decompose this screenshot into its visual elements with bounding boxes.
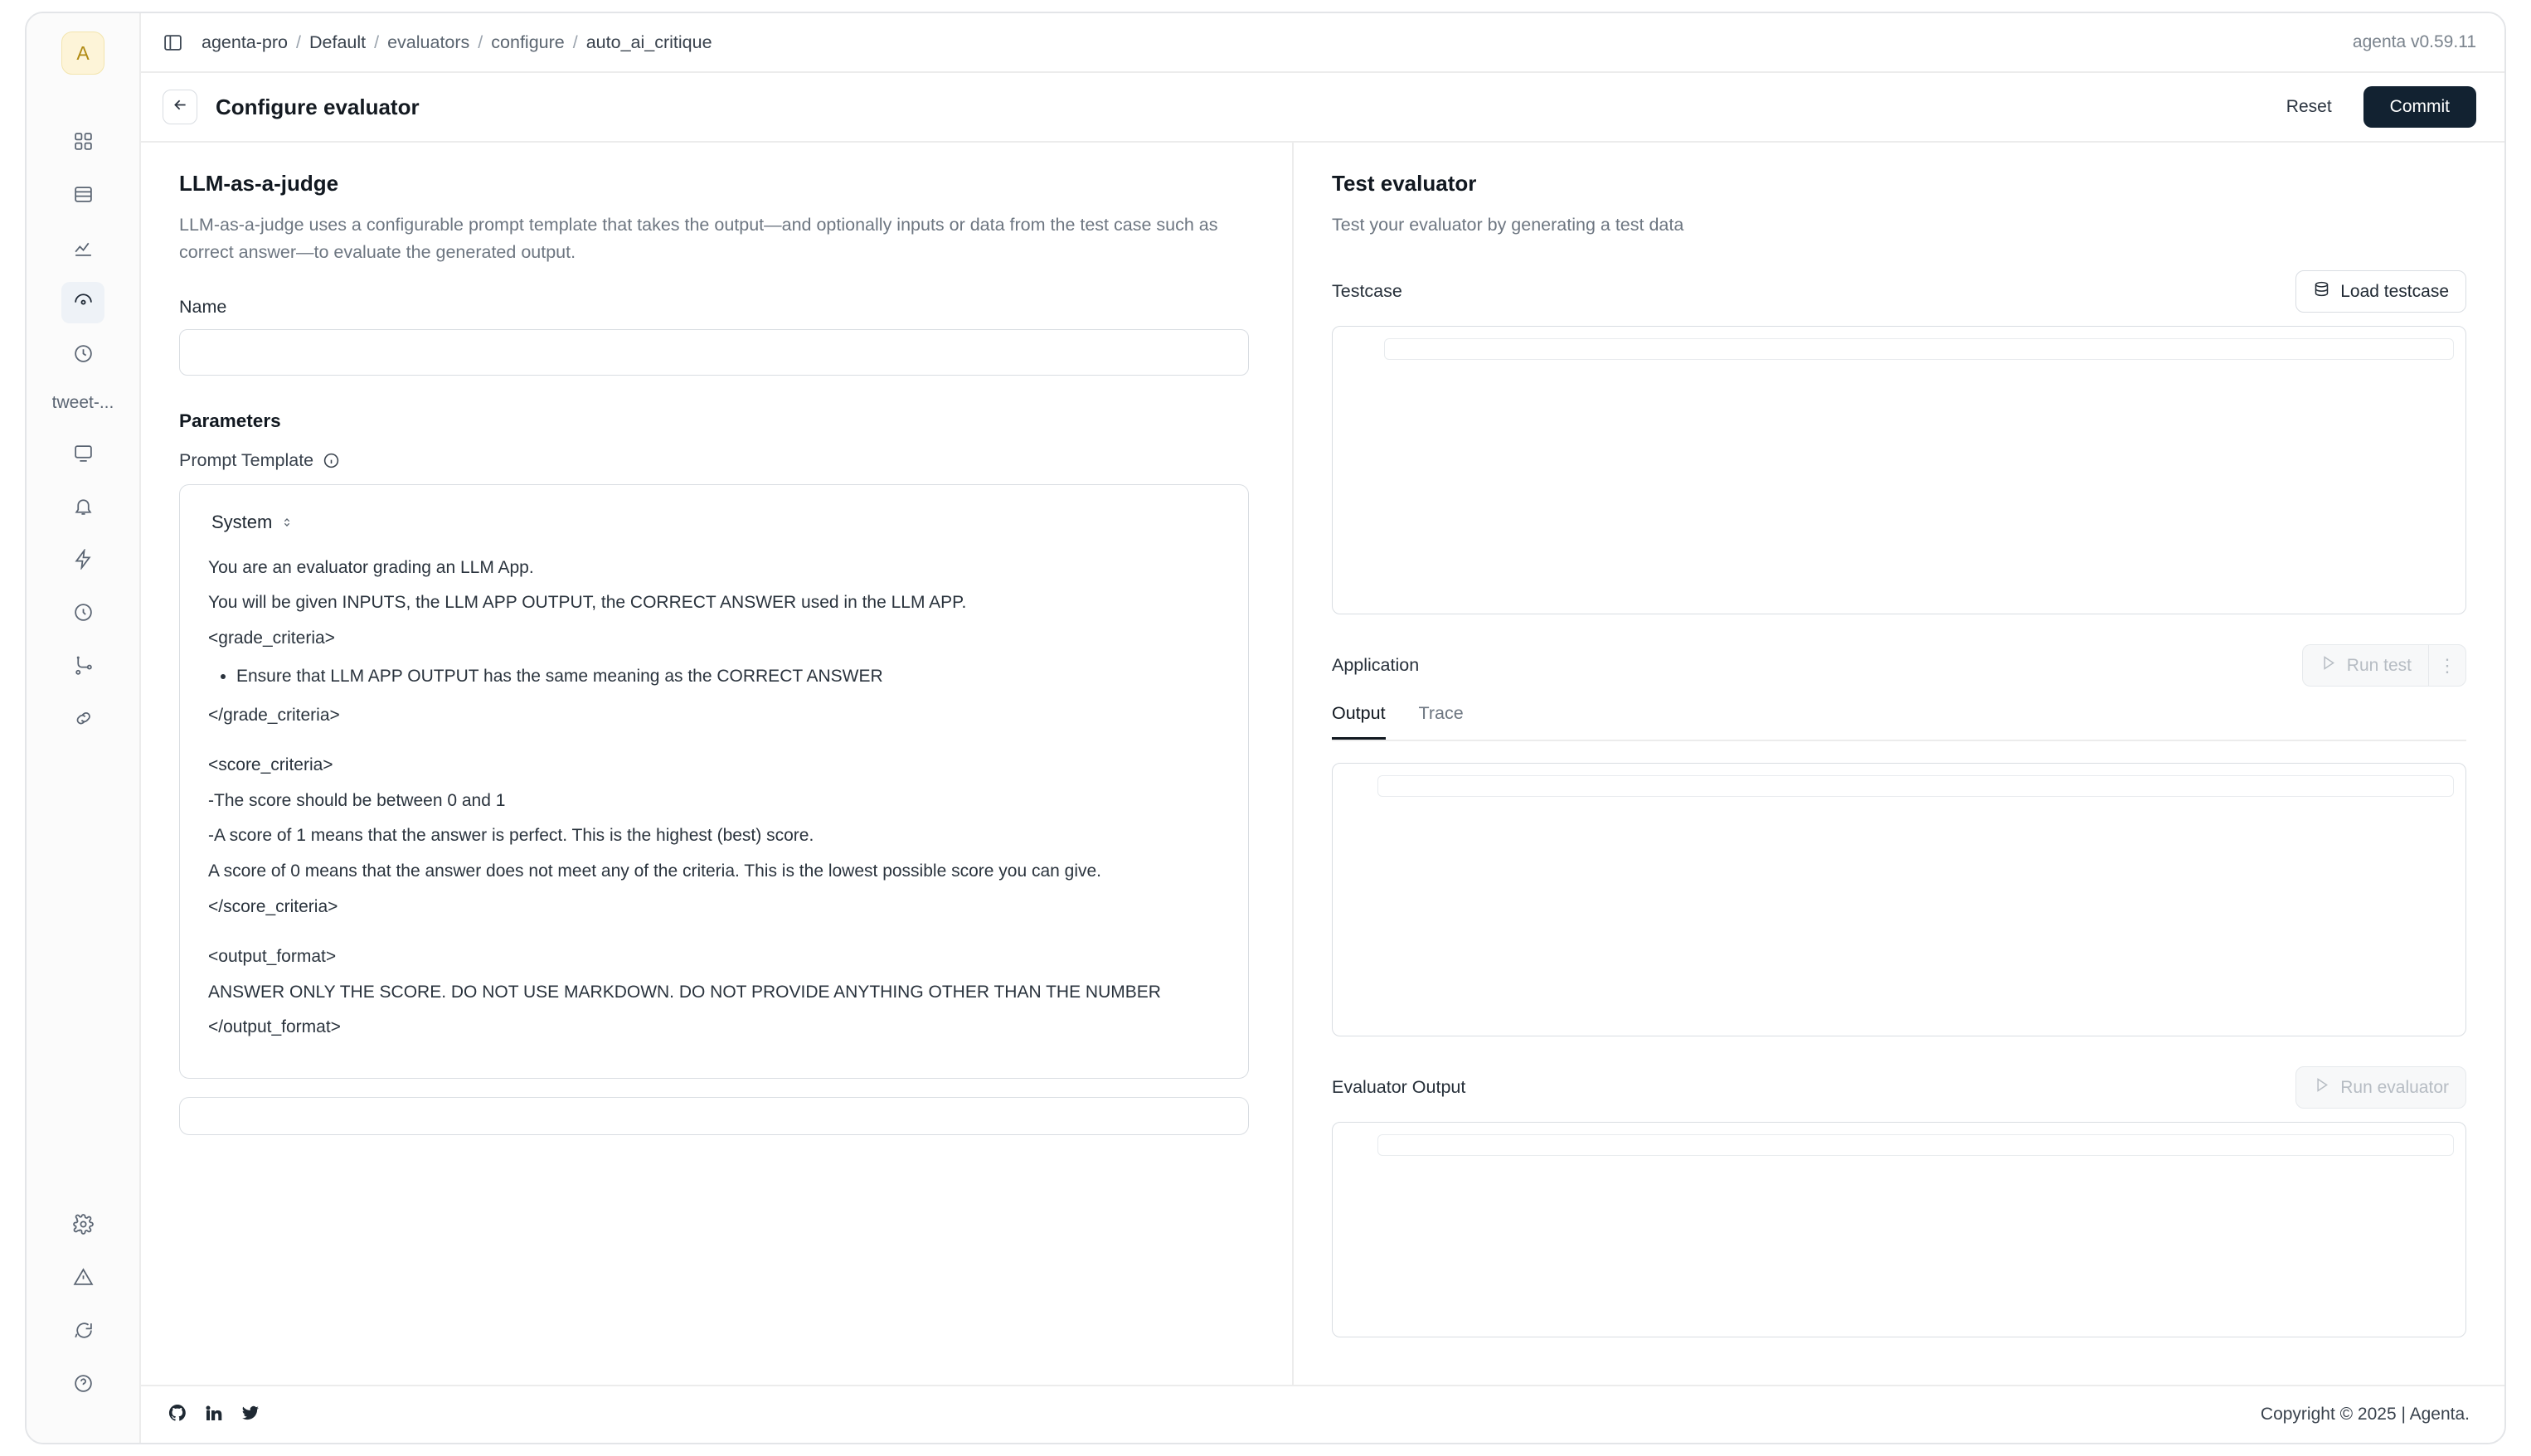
evaluator-config-pane	[141, 143, 1294, 1385]
testcase-label: Testcase	[1332, 281, 1402, 302]
workspace-logo[interactable]: A	[61, 32, 104, 75]
test-evaluator-pane	[1294, 143, 2504, 1385]
breadcrumb-item-2[interactable]: evaluators	[387, 32, 470, 52]
sidebar-item-variants[interactable]	[61, 647, 104, 688]
automation-icon	[73, 549, 94, 574]
tab-output[interactable]: Output	[1332, 703, 1386, 740]
info-icon[interactable]	[323, 452, 340, 469]
sidebar-item-settings[interactable]	[61, 1206, 104, 1247]
apps-icon	[73, 131, 94, 156]
prompt-line: <grade_criteria>	[208, 628, 335, 648]
chevron-updown-icon	[280, 515, 294, 530]
main-column	[141, 13, 2504, 1443]
sidebar-item-notifications[interactable]	[61, 488, 104, 529]
notifications-icon	[73, 496, 94, 521]
breadcrumb-item-1[interactable]: Default	[308, 32, 367, 52]
sidebar-item-playground[interactable]	[61, 434, 104, 476]
reset-button[interactable]: Reset	[2273, 88, 2345, 126]
page-title: Configure evaluator	[216, 94, 420, 119]
load-testcase-label: Load testcase	[2340, 281, 2449, 301]
sidebar-item-evaluators[interactable]	[61, 282, 104, 323]
test-evaluator-title: Test evaluator	[1332, 171, 1477, 196]
sidebar	[27, 13, 141, 1443]
sidebar-item-observability[interactable]	[61, 229, 104, 270]
application-tabs	[1332, 703, 2466, 741]
sidebar-item-support[interactable]	[61, 1312, 104, 1353]
footer	[141, 1385, 2504, 1443]
variants-icon	[73, 655, 94, 680]
testsets-icon	[73, 184, 94, 209]
prompt-role-value: System	[211, 511, 273, 532]
warning-icon	[73, 1267, 94, 1292]
parameters-heading: Parameters	[179, 410, 281, 431]
sidebar-item-evaluations[interactable]	[61, 335, 104, 376]
twitter-icon[interactable]	[240, 1403, 260, 1427]
evaluator-output-editor-line	[1377, 1134, 2454, 1156]
testcase-row	[1332, 270, 2466, 313]
commit-button[interactable]: Commit	[2363, 86, 2476, 128]
page-header	[141, 73, 2504, 143]
prompt-bullet-list	[236, 663, 1220, 691]
breadcrumb-sep: /	[572, 32, 578, 52]
arrow-left-icon	[172, 96, 189, 118]
prompt-line: <score_criteria>	[208, 755, 333, 775]
prompt-role-select[interactable]	[208, 507, 297, 538]
prompt-line: A score of 0 means that the answer does not meet any of the criteria. This is the lowest possible score you can give.	[208, 861, 1102, 881]
evaluator-output-label: Evaluator Output	[1332, 1077, 1466, 1098]
prompt-line: </output_format>	[208, 1017, 341, 1037]
breadcrumb-sep: /	[478, 32, 483, 52]
gear-icon	[73, 1214, 94, 1239]
breadcrumb-sep: /	[296, 32, 301, 52]
output-editor-line	[1377, 775, 2454, 797]
sidebar-bottom	[61, 1206, 104, 1443]
play-icon	[2313, 1076, 2330, 1099]
breadcrumb-sep: /	[374, 32, 380, 52]
prompt-template-label: Prompt Template	[179, 449, 314, 470]
prompt-template-editor-secondary[interactable]	[179, 1097, 1249, 1135]
prompt-line: ANSWER ONLY THE SCORE. DO NOT USE MARKDOWN. DO NOT PROVIDE ANYTHING OTHER THAN THE NUMBER	[208, 982, 1161, 1002]
breadcrumb	[202, 32, 712, 53]
workspace-name: tweet-...	[51, 393, 114, 412]
prompt-line: You are an evaluator grading an LLM App.	[208, 557, 534, 577]
name-input[interactable]	[179, 329, 1249, 376]
sidebar-item-endpoints[interactable]	[61, 700, 104, 741]
prompt-line: -A score of 1 means that the answer is perfect. This is the highest (best) score.	[208, 826, 814, 846]
linkedin-icon[interactable]	[204, 1403, 224, 1427]
sidebar-item-automation[interactable]	[61, 541, 104, 582]
run-test-split-button	[2302, 644, 2466, 687]
load-testcase-button[interactable]	[2295, 270, 2466, 313]
prompt-line: -The score should be between 0 and 1	[208, 790, 506, 810]
endpoints-icon	[73, 708, 94, 733]
breadcrumb-item-0[interactable]: agenta-pro	[202, 32, 288, 52]
chat-icon	[73, 1320, 94, 1345]
run-evaluator-label: Run evaluator	[2340, 1077, 2449, 1097]
run-test-more-button[interactable]: ⋮	[2428, 644, 2466, 687]
sidebar-item-apps[interactable]	[61, 123, 104, 164]
toggle-panel-icon[interactable]	[163, 32, 183, 53]
playground-icon	[73, 443, 94, 468]
testcase-editor[interactable]	[1332, 326, 2466, 614]
database-icon	[2313, 280, 2330, 303]
prompt-bullet: • Ensure that LLM APP OUTPUT has the same meaning as the CORRECT ANSWER	[236, 663, 1220, 691]
evaluations-icon	[73, 343, 94, 368]
application-row	[1332, 644, 2466, 687]
copyright-text: Copyright © 2025 | Agenta.	[2260, 1405, 2470, 1424]
output-editor[interactable]	[1332, 763, 2466, 1036]
test-evaluator-description: Test your evaluator by generating a test data	[1332, 215, 1684, 235]
app-version: agenta v0.59.11	[2352, 32, 2476, 51]
play-icon	[2320, 654, 2337, 677]
prompt-line: You will be given INPUTS, the LLM APP OUTPUT, the CORRECT ANSWER used in the LLM APP.	[208, 593, 967, 613]
back-button[interactable]	[163, 90, 197, 124]
prompt-line: </grade_criteria>	[208, 705, 340, 725]
header-actions	[2273, 86, 2476, 128]
breadcrumb-item-3[interactable]: configure	[491, 32, 565, 52]
evaluators-icon	[73, 290, 94, 315]
app-window	[25, 12, 2506, 1444]
prompt-text	[208, 555, 1220, 1041]
tab-trace[interactable]: Trace	[1418, 703, 1464, 724]
run-evaluator-button[interactable]	[2295, 1066, 2466, 1109]
sidebar-item-deployments[interactable]	[61, 594, 104, 635]
prompt-template-editor[interactable]	[179, 484, 1249, 1079]
prompt-line: <output_format>	[208, 947, 337, 967]
sidebar-item-testsets[interactable]	[61, 176, 104, 217]
evaluator-output-editor[interactable]	[1332, 1122, 2466, 1337]
github-icon[interactable]	[168, 1403, 187, 1427]
run-test-label: Run test	[2346, 655, 2412, 675]
top-bar	[141, 13, 2504, 73]
evaluator-description: LLM-as-a-judge uses a configurable prompt template that takes the output—and optionally inputs or data from the test case such as correct answer—to evaluate the generated output.	[179, 215, 1218, 263]
application-label: Application	[1332, 655, 1420, 676]
help-icon	[73, 1373, 94, 1398]
sidebar-item-alerts[interactable]	[61, 1259, 104, 1300]
sidebar-item-help[interactable]	[61, 1365, 104, 1406]
page-body	[141, 143, 2504, 1385]
deployments-icon	[73, 602, 94, 627]
name-label: Name	[179, 296, 227, 317]
social-links	[168, 1403, 260, 1427]
run-test-button[interactable]	[2302, 644, 2428, 687]
breadcrumb-item-4[interactable]: auto_ai_critique	[585, 32, 712, 52]
prompt-line: </score_criteria>	[208, 896, 338, 916]
testcase-editor-line	[1384, 338, 2454, 360]
observability-icon	[73, 237, 94, 262]
evaluator-output-row	[1332, 1066, 2466, 1109]
evaluator-title: LLM-as-a-judge	[179, 171, 339, 196]
prompt-template-label-row	[179, 450, 1254, 471]
